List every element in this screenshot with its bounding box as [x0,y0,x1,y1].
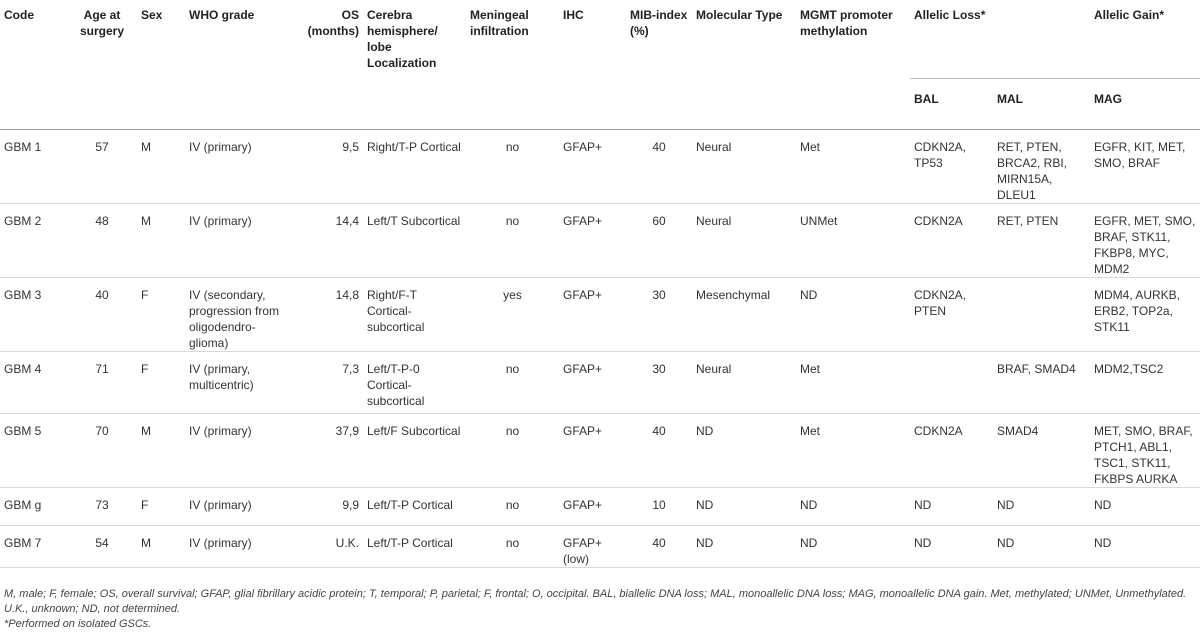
cell-mib: 40 [626,130,692,204]
table-row [0,278,1200,352]
cell-loc: Left/T-P Cortical [363,488,466,526]
header-allelic-loss: Allelic Loss* [910,0,1090,79]
cell-mag: ND [1090,526,1200,568]
cell-sex: M [137,204,185,278]
cell-mgmt: ND [796,526,910,568]
cell-ihc: GFAP+ [559,414,626,488]
cell-mag: MDM4, AURKB, ERB2, TOP2a, STK11 [1090,278,1200,352]
header-mal: MAL [997,92,1023,106]
cell-mol: Mesenchymal [692,278,796,352]
cell-age: 40 [67,278,137,352]
cell-bal: ND [910,526,993,568]
cell-mgmt: Met [796,130,910,204]
header-allelic-gain: Allelic Gain* [1090,0,1200,79]
cell-age: 54 [67,526,137,568]
footnote-star: *Performed on isolated GSCs. [4,618,152,630]
cell-code: GBM 4 [0,352,67,414]
header-mag: MAG [1094,92,1122,106]
table-row [0,130,1200,204]
cell-age: 48 [67,204,137,278]
cell-sex: M [137,526,185,568]
header-sex: Sex [141,8,163,22]
cell-men: no [466,130,559,204]
cell-men: no [466,488,559,526]
cell-loc: Right/T-P Cortical [363,130,466,204]
cell-ihc: GFAP+ [559,130,626,204]
table-row [0,488,1200,526]
cell-mib: 30 [626,278,692,352]
cell-mag: MET, SMO, BRAF, PTCH1, ABL1, TSC1, STK11, FKBPS AURKA [1090,414,1200,488]
header-mib: MIB-index (%) [630,8,688,38]
cell-code: GBM 1 [0,130,67,204]
cell-age: 57 [67,130,137,204]
cell-age: 73 [67,488,137,526]
cell-who: IV (primary, multicentric) [185,352,293,414]
cell-code: GBM 2 [0,204,67,278]
cell-loc: Left/T-P-0 Cortical-subcortical [363,352,466,414]
cell-who: IV (primary) [185,526,293,568]
cell-sex: F [137,488,185,526]
cell-os: U.K. [293,526,363,568]
cell-bal: CDKN2A, TP53 [910,130,993,204]
header-who: WHO grade [189,8,255,22]
cell-mgmt: ND [796,488,910,526]
cell-mol: ND [692,526,796,568]
cell-sex: F [137,278,185,352]
header-bal: BAL [914,92,939,106]
cell-men: no [466,352,559,414]
header-os: OS (months) [307,8,359,38]
table-row [0,204,1200,278]
cell-loc: Left/T Subcortical [363,204,466,278]
cell-sex: F [137,352,185,414]
cell-bal: CDKN2A, PTEN [910,278,993,352]
cell-os: 37,9 [293,414,363,488]
table-body [0,130,1200,568]
cell-ihc: GFAP+ (low) [559,526,626,568]
table-row [0,526,1200,568]
cell-ihc: GFAP+ [559,488,626,526]
header-men: Meningeal infiltration [470,8,529,38]
header-age: Age at surgery [79,8,125,38]
cell-mgmt: ND [796,278,910,352]
table-row [0,414,1200,488]
cell-ihc: GFAP+ [559,204,626,278]
footnote-abbreviations: M, male; F, female; OS, overall survival; GFAP, glial fibrillary acidic protein; T, temporal; P, parietal; F, frontal; O, occipital. BAL, biallelic DNA loss; MAL, monoallelic DNA loss; MAG, monoallelic DNA gain. Met, methylated; UNMet, Unmethylated. U.K., unknown; ND, not determined. [4,588,1187,615]
cell-mag: MDM2,TSC2 [1090,352,1200,414]
cell-who: IV (primary) [185,130,293,204]
cell-os: 7,3 [293,352,363,414]
cell-mgmt: Met [796,414,910,488]
cell-ihc: GFAP+ [559,352,626,414]
header-code: Code [4,8,34,22]
cell-who: IV (primary) [185,488,293,526]
cell-mal: SMAD4 [993,414,1090,488]
cell-men: no [466,526,559,568]
cell-mag: EGFR, MET, SMO, BRAF, STK11, FKBP8, MYC, MDM2 [1090,204,1200,278]
cell-age: 71 [67,352,137,414]
cell-mol: ND [692,488,796,526]
cell-mol: ND [692,414,796,488]
cell-ihc: GFAP+ [559,278,626,352]
cell-loc: Right/F-T Cortical-subcortical [363,278,466,352]
cell-mag: EGFR, KIT, MET, SMO, BRAF [1090,130,1200,204]
cell-who: IV (primary) [185,204,293,278]
cell-code: GBM 5 [0,414,67,488]
cell-mal: BRAF, SMAD4 [993,352,1090,414]
cell-os: 9,5 [293,130,363,204]
cell-sex: M [137,130,185,204]
cell-mib: 60 [626,204,692,278]
cell-mal: RET, PTEN, BRCA2, RBI, MIRN15A, DLEU1 [993,130,1090,204]
header-loc: Cerebra hemisphere/ lobe Localization [367,8,438,70]
cell-mgmt: Met [796,352,910,414]
cell-mol: Neural [692,204,796,278]
cell-mal [993,278,1090,352]
cell-loc: Left/T-P Cortical [363,526,466,568]
cell-os: 14,4 [293,204,363,278]
cell-men: no [466,204,559,278]
cell-code: GBM 7 [0,526,67,568]
header-mgmt: MGMT promoter methylation [800,8,893,38]
header-mol: Molecular Type [696,8,783,22]
cell-who: IV (primary) [185,414,293,488]
cell-mol: Neural [692,130,796,204]
cell-os: 14,8 [293,278,363,352]
cell-mib: 40 [626,526,692,568]
header-row [0,0,1200,79]
cell-who: IV (secondary, progression from oligodendro-glioma) [185,278,293,352]
cell-mal: ND [993,526,1090,568]
cell-bal: CDKN2A [910,414,993,488]
cell-mib: 30 [626,352,692,414]
cell-mgmt: UNMet [796,204,910,278]
cell-mib: 10 [626,488,692,526]
cell-bal [910,352,993,414]
cell-mol: Neural [692,352,796,414]
table-row [0,352,1200,414]
cell-bal: CDKN2A [910,204,993,278]
cell-sex: M [137,414,185,488]
cell-mal: ND [993,488,1090,526]
cell-code: GBM g [0,488,67,526]
cell-mag: ND [1090,488,1200,526]
header-ihc: IHC [563,8,584,22]
cell-men: no [466,414,559,488]
cell-mib: 40 [626,414,692,488]
footnote [4,587,1194,632]
cell-loc: Left/F Subcortical [363,414,466,488]
cell-men: yes [466,278,559,352]
cell-age: 70 [67,414,137,488]
cell-os: 9,9 [293,488,363,526]
cell-bal: ND [910,488,993,526]
cell-code: GBM 3 [0,278,67,352]
cell-mal: RET, PTEN [993,204,1090,278]
